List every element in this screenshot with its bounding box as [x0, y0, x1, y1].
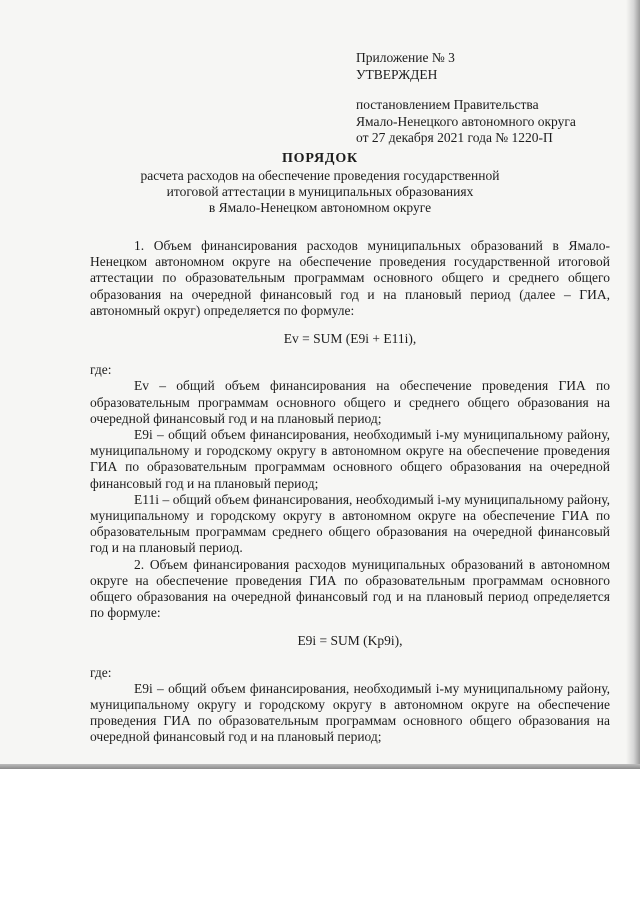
scan-page-edge-bottom	[0, 764, 640, 769]
subtitle-line-1: расчета расходов на обеспечение проведения государственной	[140, 168, 500, 183]
formula-ev: Ev = SUM (E9i + E11i),	[283, 331, 417, 347]
approval-date: от 27 декабря 2021 года № 1220-П	[356, 130, 553, 145]
scan-page-edge-right	[626, 0, 640, 768]
appendix-block	[356, 50, 576, 147]
definition-e11i: E11i – общий объем финансирования, необходимый i-му муниципальному району, муниципальному и городскому округу в автономном округе на обеспечение ГИА по образовательным программам среднего общего образования на очередной финансовый год и на плановый период.	[90, 491, 610, 556]
formula-e9i: E9i = SUM (Kp9i),	[297, 633, 403, 649]
document-subtitle	[0, 168, 640, 216]
definition-ev: Ev – общий объем финансирования на обеспечение проведения ГИА по образовательным программам основного общего и среднего общего образования на очередной финансовый год и на плановый период;	[90, 378, 610, 426]
approval-authority: Ямало-Ненецкого автономного округа	[356, 113, 576, 129]
paragraph-2: 2. Объем финансирования расходов муниципальных образований в автономном округе на обеспечение проведения ГИА по образовательным программам основного общего образования на очередной финансовый год и на плановый период определяется по формуле:	[90, 556, 610, 621]
approved-label: УТВЕРЖДЕН	[356, 66, 438, 82]
where-label-2: где:	[90, 664, 112, 680]
definition-e9i-2: E9i – общий объем финансирования, необходимый i-му муниципальному району, муниципальному округу и городскому округу в автономном округе на обеспечение проведения ГИА по образовательным программам основного общего образования на очередной финансовый год и на плановый период;	[90, 680, 610, 745]
approval-decree: постановлением Правительства	[356, 97, 539, 112]
subtitle-line-2: итоговой аттестации в муниципальных образованиях	[166, 184, 474, 199]
document-body	[90, 238, 610, 746]
document-title: ПОРЯДОК	[281, 151, 359, 166]
paragraph-1: 1. Объем финансирования расходов муниципальных образований в Ямало-Ненецком автономном округе на обеспечение проведения государственной итоговой аттестации по образовательным программам основного общего и среднего общего образования на очередной финансовый год и на плановый период (далее – ГИА, автономный округ) определяется по формуле:	[90, 238, 610, 318]
appendix-number: Приложение № 3	[356, 50, 455, 65]
subtitle-line-3: в Ямало-Ненецком автономном округе	[208, 200, 432, 215]
where-label-1: где:	[90, 362, 112, 378]
definition-e9i: E9i – общий объем финансирования, необходимый i-му муниципальному району, муниципальному и городскому округу в автономном округе на обеспечение проведения ГИА по образовательным программам основного общего образования на очередной финансовый год и на плановый период;	[90, 427, 610, 491]
